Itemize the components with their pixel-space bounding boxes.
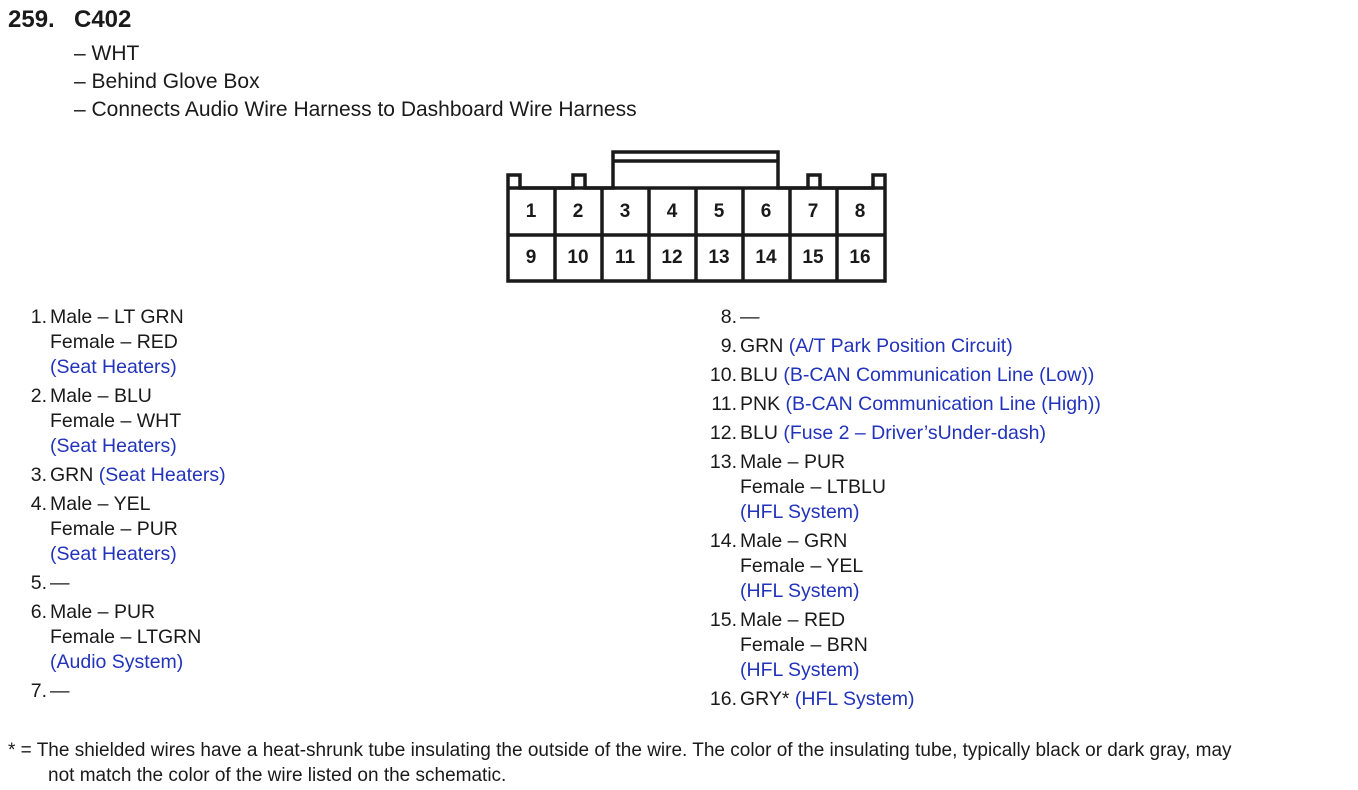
connector-heading: [8, 6, 131, 34]
cavity-label: 7: [807, 201, 819, 222]
cavity-label: 11: [614, 247, 636, 268]
male-wire-color: Male – GRN: [740, 530, 848, 552]
pin-number: 8.: [720, 306, 737, 328]
wire-color: BLU: [740, 422, 778, 444]
circuit-note: (B-CAN Communication Line (High)): [785, 393, 1101, 415]
pin-details: [740, 529, 1340, 604]
female-wire-color: Female – LTGRN: [50, 626, 202, 648]
male-wire-color: Male – YEL: [50, 493, 151, 515]
wire-color: GRN: [740, 335, 784, 357]
pin-entry: [700, 421, 1340, 446]
circuit-note: (Seat Heaters): [50, 356, 177, 378]
pin-number: 9.: [720, 335, 737, 357]
wire-color: —: [50, 572, 70, 594]
circuit-note: (Seat Heaters): [50, 435, 177, 457]
pin-details: [50, 571, 610, 596]
cavity-label: 1: [525, 201, 537, 222]
wire-color: PNK: [740, 393, 781, 415]
footnote-line-2: not match the color of the wire listed on the schematic.: [48, 765, 507, 786]
pin-number: 11.: [711, 393, 737, 415]
pin-number: 7.: [30, 680, 47, 702]
wire-color: —: [50, 680, 70, 702]
cavity-label: 4: [666, 201, 678, 222]
pin-number: 16.: [709, 688, 737, 710]
pin-number: 13.: [709, 451, 737, 473]
female-wire-color: Female – YEL: [740, 555, 864, 577]
cavity-label: 6: [760, 201, 772, 222]
circuit-note: (Seat Heaters): [50, 543, 177, 565]
pin-entry: [700, 529, 1340, 604]
female-wire-color: Female – WHT: [50, 410, 182, 432]
pin-details: [50, 305, 610, 380]
pin-details: [740, 305, 1340, 330]
wire-color: BLU: [740, 364, 778, 386]
connector-location: – Behind Glove Box: [74, 70, 260, 93]
cavity-label: 10: [567, 247, 589, 268]
circuit-note: (HFL System): [794, 688, 915, 710]
circuit-note: (Audio System): [50, 651, 184, 673]
pin-details: [740, 334, 1340, 359]
pin-details: [740, 687, 1340, 712]
pin-details: [50, 384, 610, 459]
female-wire-color: Female – PUR: [50, 518, 178, 540]
pin-number: 15.: [709, 609, 737, 631]
male-wire-color: Male – BLU: [50, 385, 152, 407]
pin-entry: [700, 450, 1340, 525]
cavity-label: 15: [802, 247, 824, 268]
female-wire-color: Female – BRN: [740, 634, 868, 656]
pin-details: [50, 463, 610, 488]
pin-entry: [700, 608, 1340, 683]
pin-entry: [10, 600, 610, 675]
cavity-label: 12: [661, 247, 683, 268]
pin-entry: [700, 687, 1340, 712]
pin-number: 14.: [709, 530, 737, 552]
male-wire-color: Male – PUR: [50, 601, 156, 623]
wire-color: GRY*: [740, 688, 790, 710]
cavity-label: 2: [572, 201, 584, 222]
female-wire-color: Female – LTBLU: [740, 476, 886, 498]
cavity-label: 13: [708, 247, 730, 268]
circuit-note: (HFL System): [740, 580, 860, 602]
pin-entry: [700, 305, 1340, 330]
circuit-note: (B-CAN Communication Line (Low)): [783, 364, 1095, 386]
pin-list-right: [700, 305, 1340, 716]
circuit-note: (HFL System): [740, 501, 860, 523]
male-wire-color: Male – RED: [740, 609, 846, 631]
pin-details: [50, 679, 610, 704]
pin-details: [740, 450, 1340, 525]
connector-description: – Connects Audio Wire Harness to Dashboard Wire Harness: [74, 98, 637, 121]
pin-entry: [10, 305, 610, 380]
cavity-label: 14: [755, 247, 777, 268]
pin-number: 6.: [30, 601, 47, 623]
pin-number: 10.: [709, 364, 737, 386]
circuit-note: (HFL System): [740, 659, 860, 681]
pin-details: [740, 392, 1340, 417]
male-wire-color: Male – LT GRN: [50, 306, 184, 328]
female-wire-color: Female – RED: [50, 331, 178, 353]
pin-entry: [700, 363, 1340, 388]
pin-number: 1.: [30, 306, 47, 328]
pin-number: 12.: [709, 422, 737, 444]
connector-number: 259.: [8, 6, 55, 33]
connector-color: – WHT: [74, 42, 140, 65]
pin-details: [740, 421, 1340, 446]
pin-number: 4.: [30, 493, 47, 515]
pin-entry: [10, 384, 610, 459]
pin-entry: [10, 463, 610, 488]
pin-entry: [700, 392, 1340, 417]
circuit-note: (A/T Park Position Circuit): [788, 335, 1013, 357]
pin-details: [50, 492, 610, 567]
pin-details: [740, 363, 1340, 388]
circuit-note: (Fuse 2 – Driver’sUnder-dash): [783, 422, 1046, 444]
connector-name: C402: [74, 6, 132, 33]
cavity-label: 16: [849, 247, 871, 268]
wire-color: —: [740, 306, 760, 328]
footnote-line-1: * = The shielded wires have a heat-shrunk tube insulating the outside of the wire. The color of the insulating tube, typically black or dark gray, may: [8, 740, 1232, 761]
pin-entry: [10, 492, 610, 567]
connector-face-diagram: [505, 148, 889, 286]
footnote: [8, 738, 1358, 788]
circuit-note: (Seat Heaters): [98, 464, 226, 486]
pin-details: [50, 600, 610, 675]
pin-details: [740, 608, 1340, 683]
pin-number: 2.: [30, 385, 47, 407]
pin-entry: [10, 571, 610, 596]
pin-number: 5.: [30, 572, 47, 594]
pin-entry: [10, 679, 610, 704]
wire-color: GRN: [50, 464, 94, 486]
pin-entry: [700, 334, 1340, 359]
male-wire-color: Male – PUR: [740, 451, 846, 473]
pin-list-left: [10, 305, 610, 708]
pin-number: 3.: [30, 464, 47, 486]
cavity-label: 8: [854, 201, 866, 222]
cavity-label: 5: [713, 201, 725, 222]
cavity-label: 9: [525, 247, 537, 268]
cavity-label: 3: [619, 201, 631, 222]
